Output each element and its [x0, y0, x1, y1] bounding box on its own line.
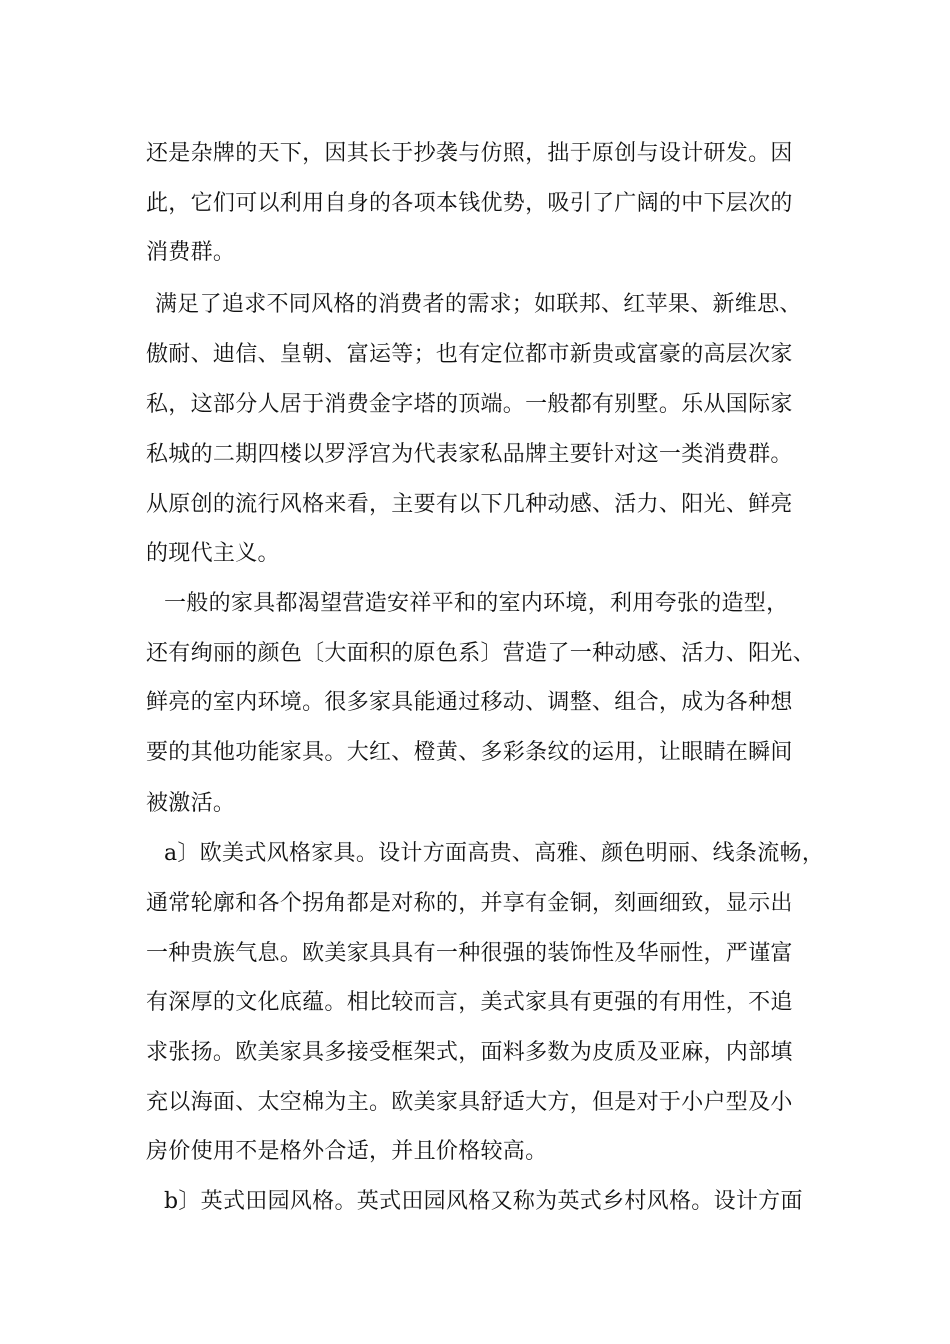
text-line-3: 消费群。: [146, 240, 236, 265]
text-line-5: 傲耐、迪信、皇朝、富运等；也有定位都市新贵或富豪的高层次家: [146, 342, 793, 367]
text-line-9: 的现代主义。: [146, 541, 280, 566]
text-line-13: 要的其他功能家具。大红、橙黄、多彩条纹的运用，让眼睛在瞬间: [146, 740, 793, 765]
text-line-4: 满足了追求不同风格的消费者的需求；如联邦、红苹果、新维思、: [155, 292, 802, 317]
text-line-20: 充以海面、太空棉为主。欧美家具舒适大方，但是对于小户型及小: [146, 1090, 793, 1115]
text-line-12: 鲜亮的室内环境。很多家具能通过移动、调整、组合，成为各种想: [146, 690, 793, 715]
text-line-8: 从原创的流行风格来看，主要有以下几种动感、活力、阳光、鲜亮: [146, 492, 793, 517]
text-line-15: a〕欧美式风格家具。设计方面高贵、高雅、颜色明丽、线条流畅，: [164, 841, 825, 866]
text-line-1: 还是杂牌的天下，因其长于抄袭与仿照，拙于原创与设计研发。因: [146, 141, 793, 166]
text-line-21: 房价使用不是格外合适，并且价格较高。: [146, 1139, 548, 1164]
text-line-14: 被激活。: [146, 791, 236, 816]
text-line-22: b〕英式田园风格。英式田园风格又称为英式乡村风格。设计方面: [164, 1189, 803, 1214]
text-line-16: 通常轮廓和各个拐角都是对称的，并享有金铜，刻画细致，显示出: [146, 891, 793, 916]
text-line-17: 一种贵族气息。欧美家具具有一种很强的装饰性及华丽性，严谨富: [146, 941, 793, 966]
text-line-6: 私，这部分人居于消费金字塔的顶端。一般都有别墅。乐从国际家: [146, 392, 793, 417]
text-line-18: 有深厚的文化底蕴。相比较而言，美式家具有更强的有用性，不追: [146, 990, 793, 1015]
text-line-2: 此，它们可以利用自身的各项本钱优势，吸引了广阔的中下层次的: [146, 191, 793, 216]
text-line-11: 还有绚丽的颜色〔大面积的原色系〕营造了一种动感、活力、阳光、: [146, 641, 816, 666]
text-line-10: 一般的家具都渴望营造安祥平和的室内环境，利用夸张的造型，: [164, 591, 789, 616]
text-line-7: 私城的二期四楼以罗浮宫为代表家私品牌主要针对这一类消费群。: [146, 442, 793, 467]
text-line-19: 求张扬。欧美家具多接受框架式，面料多数为皮质及亚麻，内部填: [146, 1040, 793, 1065]
